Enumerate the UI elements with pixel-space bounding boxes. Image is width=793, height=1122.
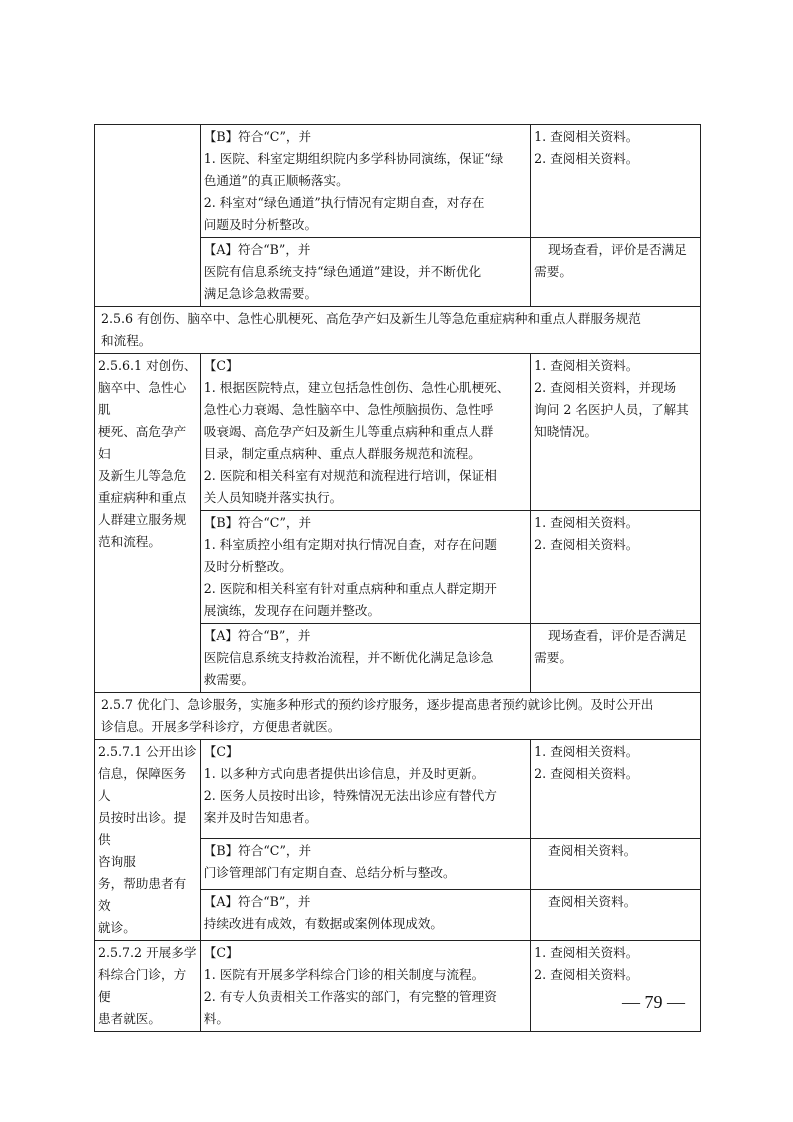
method-cell: 1. 查阅相关资料。 2. 查阅相关资料。 (531, 511, 701, 624)
table-row (95, 740, 701, 839)
requirement-cell: 【A】符合“B”，并 持续改进有成效，有数据或案例体现成效。 (200, 889, 530, 940)
assessment-table (94, 124, 701, 1032)
requirement-cell: 【B】符合“C”，并 1. 科室质控小组有定期对执行情况自查，对存在问题 及时分析整改。 2. 医院和相关科室有针对重点病种和重点人群定期开 展演练，发现存在问题并整改。 (200, 511, 530, 624)
method-cell: 1. 查阅相关资料。 2. 查阅相关资料。 (531, 941, 701, 1032)
method-cell: 查阅相关资料。 (531, 838, 701, 889)
requirement-cell: 【C】 1. 医院有开展多学科综合门诊的相关制度与流程。 2. 有专人负责相关工作落实的部门，有完整的管理资 料。 (200, 941, 530, 1032)
requirement-cell: 【C】 1. 以多种方式向患者提供出诊信息，并及时更新。 2. 医务人员按时出诊，特殊情况无法出诊应有替代方 案并及时告知患者。 (200, 740, 530, 839)
item-cell: 2.5.7.1 公开出诊 信息，保障医务人 员按时出诊。提供 咨询服 务，帮助患者有效 就诊。 (95, 740, 201, 941)
item-cell: 2.5.7.2 开展多学 科综合门诊，方便 患者就医。 (95, 941, 201, 1032)
requirement-cell: 【B】符合“C”，并 门诊管理部门有定期自查、总结分析与整改。 (200, 838, 530, 889)
requirement-cell: 【B】符合“C”，并 1. 医院、科室定期组织院内多学科协同演练，保证“绿 色通道”的真正顺畅落实。 2. 科室对“绿色通道”执行情况有定期自查，对存在 问题及时分析整改。 (200, 125, 530, 238)
method-cell: 1. 查阅相关资料。 2. 查阅相关资料。 (531, 125, 701, 238)
method-cell: 现场查看，评价是否满足 需要。 (531, 624, 701, 693)
page-number: — 79 — (622, 992, 685, 1012)
section-2-5-6: 2.5.6 有创伤、脑卒中、急性心肌梗死、高危孕产妇及新生儿等急危重症病种和重点人群服务规范 和流程。 (95, 307, 701, 354)
method-cell: 查阅相关资料。 (531, 889, 701, 940)
method-cell: 1. 查阅相关资料。 2. 查阅相关资料，并现场 询问 2 名医护人员，了解其 知晓情况。 (531, 354, 701, 511)
section-heading-row (95, 307, 701, 354)
section-2-5-7: 2.5.7 优化门、急诊服务，实施多种形式的预约诊疗服务，逐步提高患者预约就诊比例。及时公开出 诊信息。开展多学科诊疗，方便患者就医。 (95, 693, 701, 740)
method-cell: 现场查看，评价是否满足 需要。 (531, 238, 701, 307)
requirement-cell: 【A】符合“B”，并 医院信息系统支持救治流程，并不断优化满足急诊急 救需要。 (200, 624, 530, 693)
table-row (95, 125, 701, 238)
section-heading-row (95, 693, 701, 740)
method-cell: 1. 查阅相关资料。 2. 查阅相关资料。 (531, 740, 701, 839)
item-cell: 2.5.6.1 对创伤、 脑卒中、急性心肌 梗死、高危孕产妇 及新生儿等急危 重症病种和重点 人群建立服务规 范和流程。 (95, 354, 201, 693)
item-cell-empty (95, 125, 201, 307)
requirement-cell: 【C】 1. 根据医院特点，建立包括急性创伤、急性心肌梗死、 急性心力衰竭、急性脑卒中、急性颅脑损伤、急性呼 吸衰竭、高危孕产妇及新生儿等重点病种和重点人群 目录，制定重点病种、重点人群服务规范和流程。 2. 医院和相关科室有对规范和流程进行培训，保证相 关人员知晓并落实执行。 (200, 354, 530, 511)
table-row (95, 354, 701, 511)
table-row (95, 941, 701, 1032)
requirement-cell: 【A】符合“B”，并 医院有信息系统支持“绿色通道”建设，并不断优化 满足急诊急救需要。 (200, 238, 530, 307)
